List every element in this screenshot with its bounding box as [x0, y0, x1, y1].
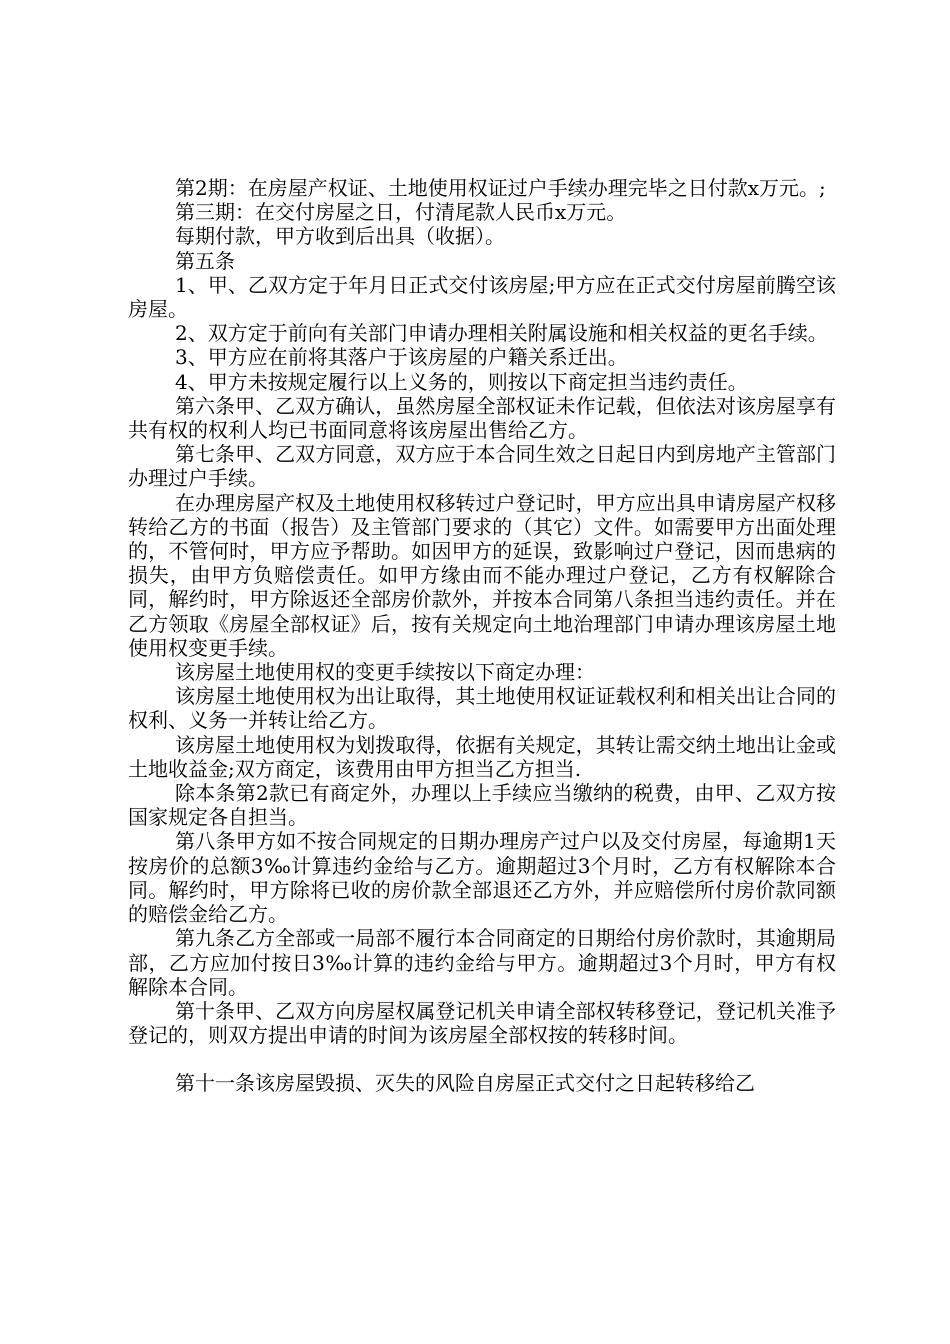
paragraph-payment-phase-3: 第三期：在交付房屋之日，付清尾款人民币x万元。 [175, 200, 627, 225]
article-5-item-4: 4、甲方未按规定履行以上义务的，则按以下商定担当违约责任。 [175, 369, 748, 394]
article-8: 第八条甲方如不按合同规定的日期办理房产过户以及交付房屋，每逾期1天按房价的总额3‰计算违约金给与乙方。逾期超过3个月时，乙方有权解除本合同。解约时，甲方除将已收的房价款全部退还乙方外，并应赔偿所付房价款同额的赔偿金给乙方。 [128, 829, 836, 927]
land-use-change-intro: 该房屋土地使用权的变更手续按以下商定办理： [175, 660, 595, 685]
paragraph-payment-phase-2: 第2期：在房屋产权证、土地使用权证过户手续办理完毕之日付款x万元。; [175, 176, 826, 200]
article-5-item-2: 2、双方定于前向有关部门申请办理相关附属设施和相关权益的更名手续。 [175, 321, 828, 346]
article-6: 第六条甲、乙双方确认，虽然房屋全部权证未作记载，但依法对该房屋享有共有权的权利人均已书面同意将该房屋出售给乙方。 [128, 393, 836, 443]
article-5-heading: 第五条 [175, 248, 235, 273]
paragraph-receipt: 每期付款，甲方收到后出具（收据）。 [175, 224, 505, 249]
article-7: 第七条甲、乙双方同意，双方应于本合同生效之日起日内到房地产主管部门办理过户手续。 [128, 442, 836, 491]
article-5-item-3: 3、甲方应在前将其落户于该房屋的户籍关系迁出。 [175, 345, 628, 370]
land-use-transfer-granted: 该房屋土地使用权为出让取得，其土地使用权证证载权利和相关出让合同的权利、义务一并转让给乙方。 [128, 684, 836, 733]
document-body [128, 176, 836, 1096]
land-use-allocated: 该房屋土地使用权为划拨取得，依据有关规定，其转让需交纳土地出让金或土地收益金;双方商定，该费用由甲方担当乙方担当. [128, 732, 836, 781]
article-10: 第十条甲、乙双方向房屋权属登记机关申请全部权转移登记，登记机关准予登记的，则双方提出申请的时间为该房屋全部权按的转移时间。 [128, 998, 836, 1048]
article-11: 第十一条该房屋毁损、灭失的风险自房屋正式交付之日起转移给乙 [175, 1071, 755, 1096]
article-9: 第九条乙方全部或一局部不履行本合同商定的日期给付房价款时，其逾期局部，乙方应加付按日3‰计算的违约金给与甲方。逾期超过3个月时，甲方有权解除本合同。 [128, 926, 836, 999]
article-7-transfer-registration: 在办理房屋产权及土地使用权移转过户登记时，甲方应出具申请房屋产权移转给乙方的书面（报告）及主管部门要求的（其它）文件。如需要甲方出面处理的，不管何时，甲方应予帮助。如因甲方的延误，致影响过户登记，因而患病的损失，由甲方负赔偿责任。如甲方缘由而不能办理过户登记，乙方有权解除合同，解约时，甲方除返还全部房价款外，并按本合同第八条担当违约责任。并在乙方领取《房屋全部权证》后，按有关规定向土地治理部门申请办理该房屋土地使用权变更手续。 [128, 490, 836, 660]
taxes-and-fees: 除本条第2款已有商定外，办理以上手续应当缴纳的税费，由甲、乙双方按国家规定各自担当。 [128, 781, 836, 830]
article-5-item-1: 1、甲、乙双方定于年月日正式交付该房屋;甲方应在正式交付房屋前腾空该房屋。 [128, 272, 836, 322]
